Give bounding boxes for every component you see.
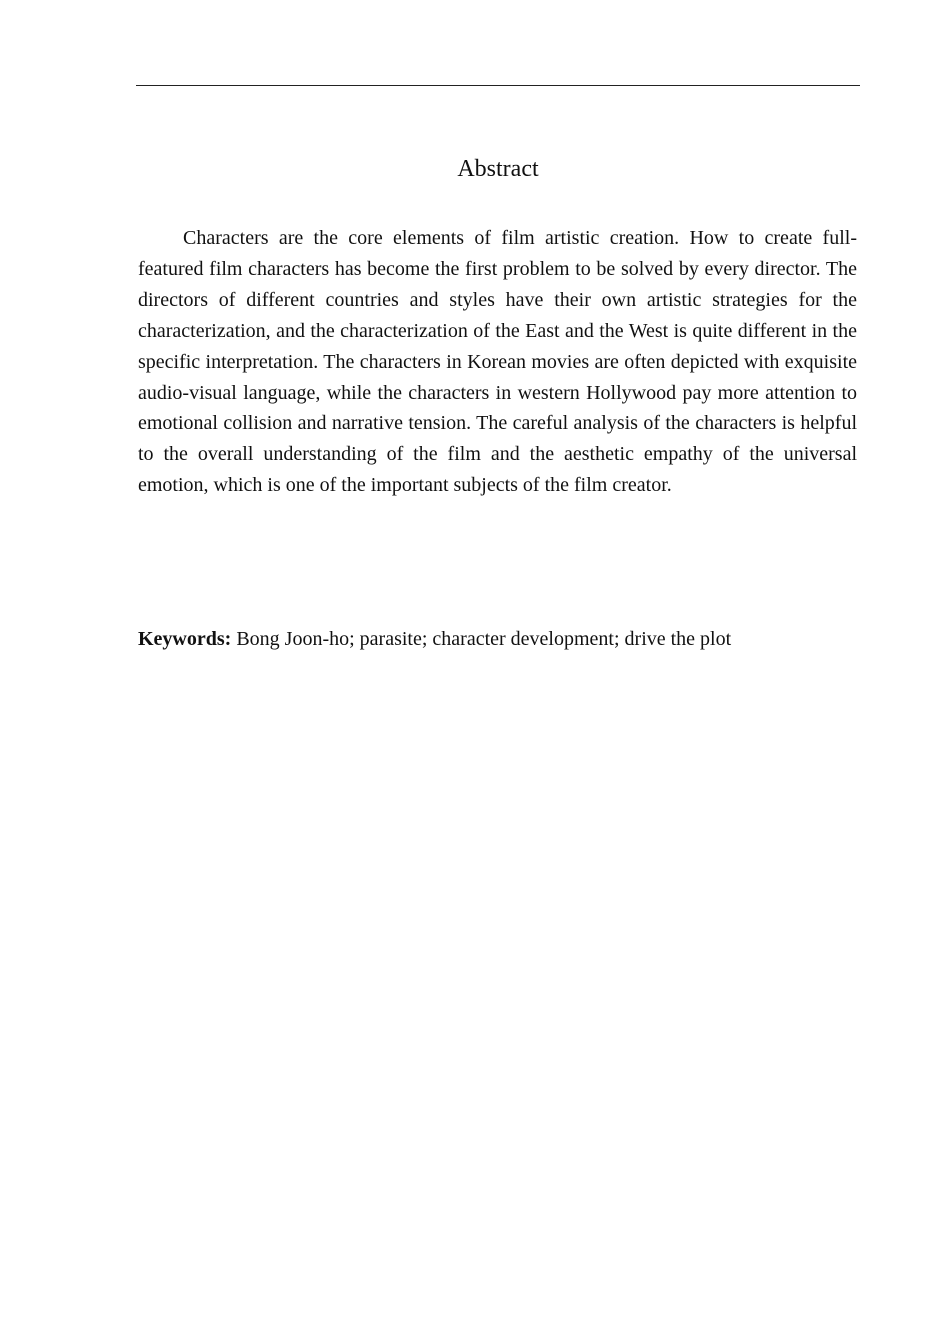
header-rule [136, 85, 860, 86]
abstract-body: Characters are the core elements of film artistic creation. How to create full-featured film characters has become the first problem to be solved by every director. The directors of different countries and styles have their own artistic strategies for the characterization, and the characterization of the East and the West is quite different in the specific interpretation. The characters in Korean movies are often depicted with exquisite audio-visual language, while the characters in western Hollywood pay more attention to emotional collision and narrative tension. The careful analysis of the characters is helpful to the overall understanding of the film and the aesthetic empathy of the universal emotion, which is one of the important subjects of the film creator. [138, 227, 857, 497]
keywords-value: Bong Joon-ho; parasite; character development; drive the plot [236, 628, 732, 650]
keywords-label: Keywords: [138, 628, 232, 650]
keywords-line [138, 624, 857, 654]
abstract-title: Abstract [457, 156, 539, 182]
